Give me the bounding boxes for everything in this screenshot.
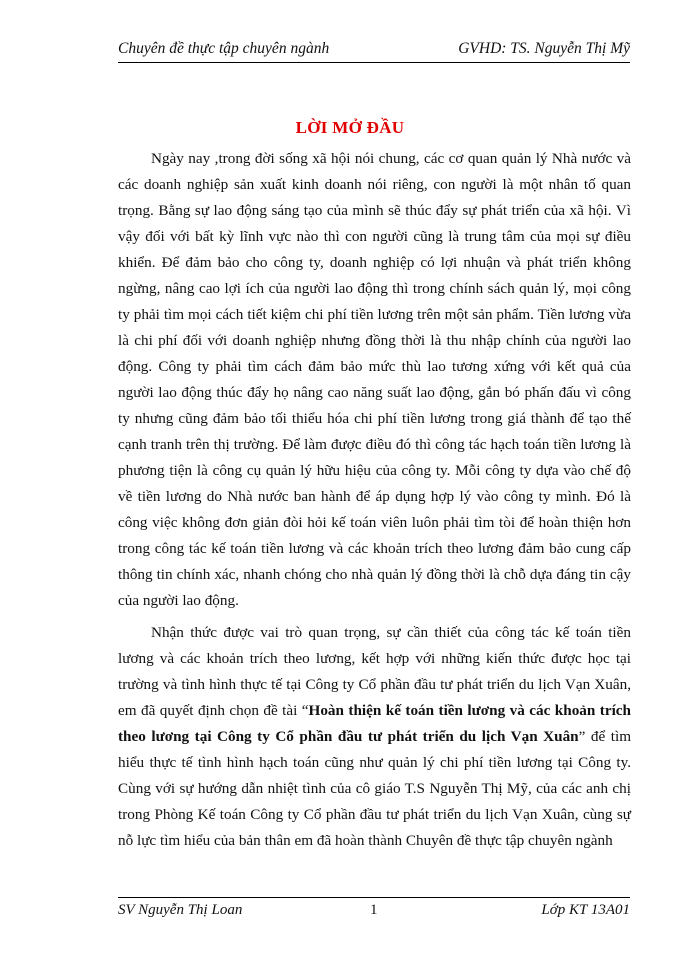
topic-paragraph-lead: Nhận thức được vai trò quan trọng, sự cần thiết của công tác kế toán tiền lương và các khoản trích theo lương, kết hợp với những kiến thức được học tại trường và tình hình thực tế tại Công ty Cổ phần đầu tư phát triển du lịch Vạn Xuân, em đã quyết định chọn đề tài “ (118, 624, 631, 719)
intro-paragraph: Ngày nay ,trong đời sống xã hội nói chung, các cơ quan quản lý Nhà nước và các doanh nghiệp sản xuất kinh doanh nói riêng, con người là một nhân tố quan trọng. Bằng sự lao động sáng tạo của mình sẽ thúc đẩy sự phát triển của xã hội. Vì vậy đối với bất kỳ lĩnh vực nào thì con người cũng là trung tâm của mọi sự điều khiển. Để đảm bảo cho công ty, doanh nghiệp có lợi nhuận và phát triển không ngừng, nâng cao lợi ích của người lao động thì trong chính sách quản lý, mọi công ty phải tìm mọi cách tiết kiệm chi phí tiền lương trên một sản phẩm. Tiền lương vừa là chi phí đối với doanh nghiệp nhưng đồng thời là thu nhập chính của người lao động. Công ty phải tìm cách đảm bảo mức thù lao tương xứng với kết quả của người lao động thúc đẩy họ nâng cao năng suất lao động, gắn bó phấn đấu vì công ty nhưng cũng đảm bảo tối thiểu hóa chi phí tiền lương trong giá thành để tạo thế cạnh tranh trên thị trường. Để làm được điều đó thì công tác hạch toán tiền lương là phương tiện là công cụ quản lý hữu hiệu của công ty. Mỗi công ty dựa vào chế độ về tiền lương do Nhà nước ban hành để áp dụng hợp lý vào công ty mình. Đó là công việc không đơn giản đòi hỏi kế toán viên luôn phải tìm tòi để hoàn thiện hơn trong công tác kế toán tiền lương và các khoản trích theo lương đảm bảo cung cấp thông tin chính xác, nhanh chóng cho nhà quản lý đồng thời là chỗ dựa đáng tin cậy của người lao động. (118, 150, 631, 609)
topic-paragraph-tail: ” để tìm hiểu thực tế tình hình hạch toán cũng như quản lý chi phí tiền lương tại Công ty. Cùng với sự hướng dẫn nhiệt tình của cô giáo T.S Nguyễn Thị Mỹ, của các anh chị trong Phòng Kế toán Công ty Cổ phần đầu tư phát triển du lịch Vạn Xuân, cùng sự nỗ lực tìm hiểu của bản thân em đã hoàn thành Chuyên đề thực tập chuyên ngành (118, 728, 632, 849)
topic-paragraph (118, 620, 631, 854)
page-number: 1 (370, 902, 378, 918)
footer-class: Lớp KT 13A01 (541, 902, 630, 918)
footer-student-name: SV Nguyễn Thị Loan (118, 902, 243, 918)
page-header (118, 40, 630, 63)
document-body (118, 146, 631, 854)
header-supervisor: GVHD: TS. Nguyễn Thị Mỹ (458, 40, 630, 57)
page-title: LỜI MỞ ĐẦU (295, 118, 405, 137)
page-footer (118, 897, 630, 922)
header-course-title: Chuyên đề thực tập chuyên ngành (118, 40, 330, 57)
thesis-topic-title: Hoàn thiện kế toán tiền lương và các khoản trích theo lương tại Công ty Cổ phần đầu tư phát triển du lịch Vạn Xuân (118, 702, 631, 745)
